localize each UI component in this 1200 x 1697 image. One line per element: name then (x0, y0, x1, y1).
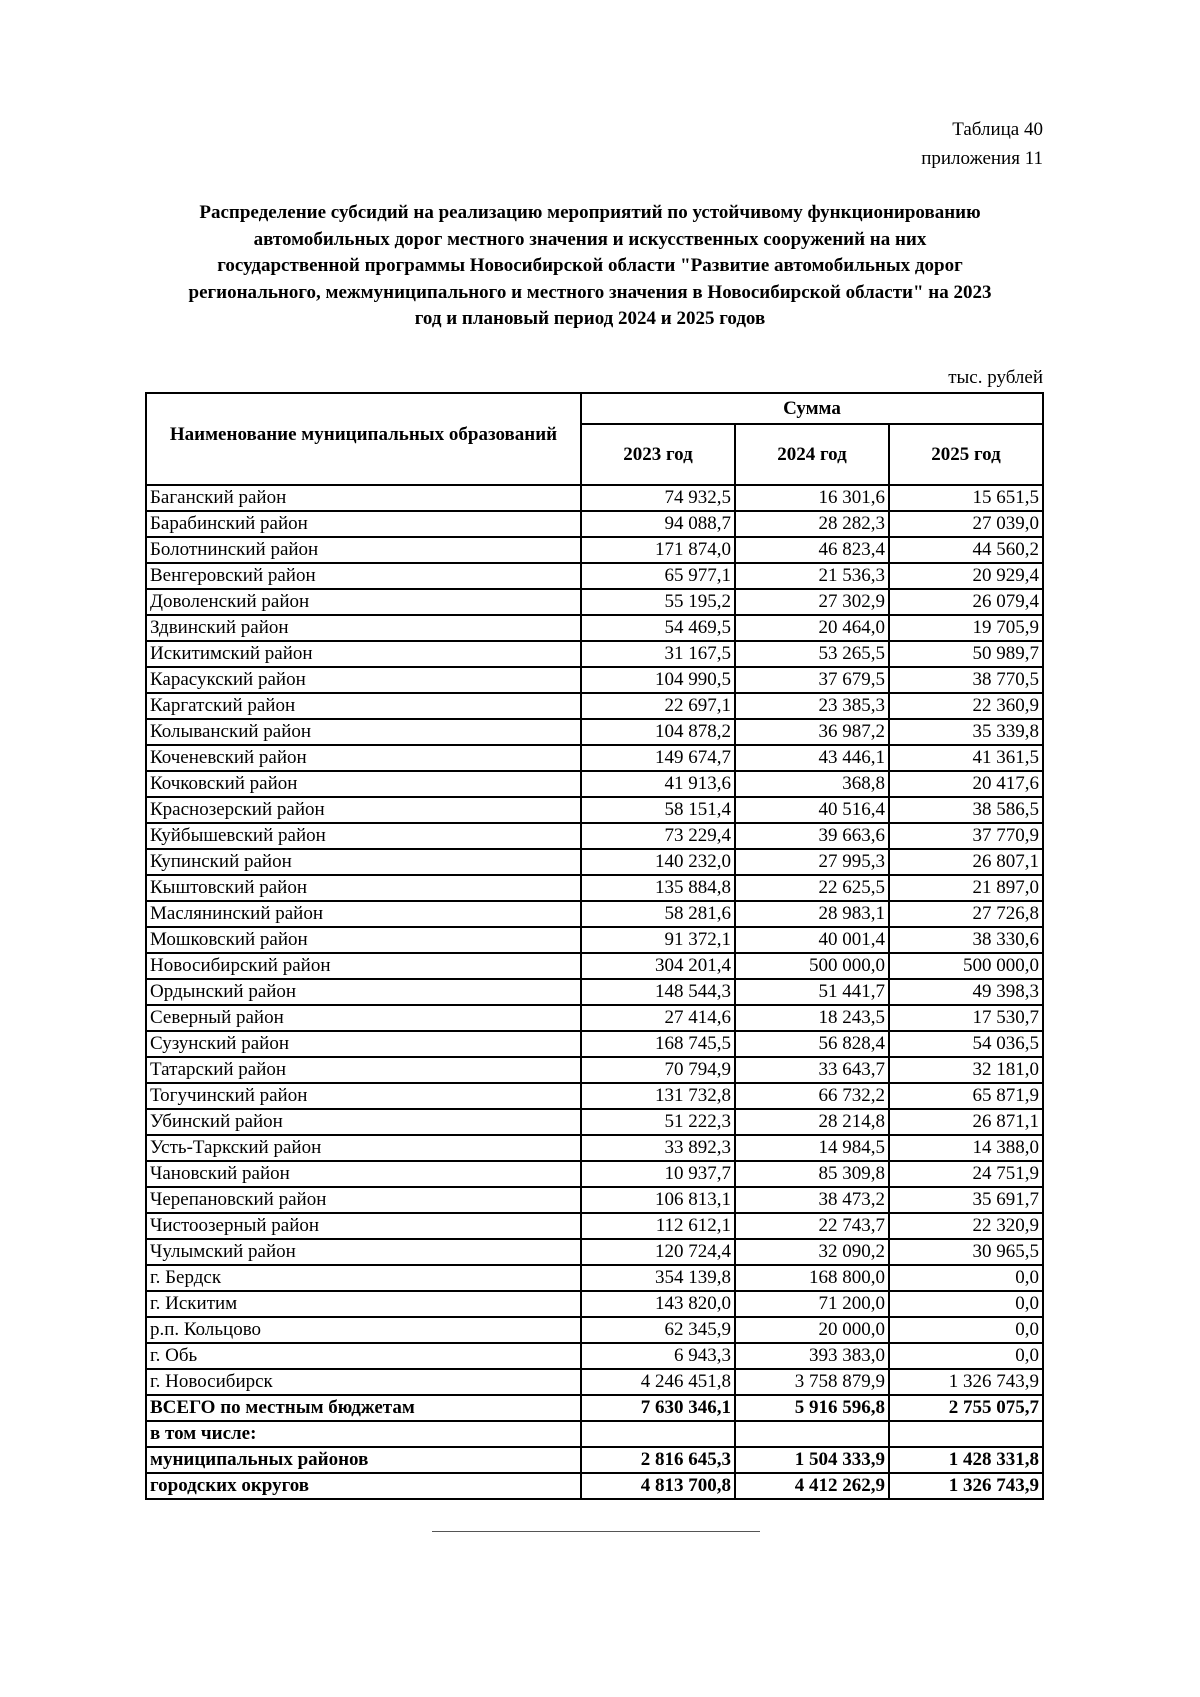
value-2024: 16 301,6 (735, 485, 889, 511)
value-2024: 66 732,2 (735, 1083, 889, 1109)
value-2023: 4 246 451,8 (581, 1369, 735, 1395)
value-2023: 10 937,7 (581, 1161, 735, 1187)
municipality-name: Здвинский район (146, 615, 581, 641)
table-row (146, 667, 1043, 693)
table-row (146, 927, 1043, 953)
including-row (146, 1421, 1043, 1447)
value-2024: 22 625,5 (735, 875, 889, 901)
municipality-name: Сузунский район (146, 1031, 581, 1057)
value-2023: 304 201,4 (581, 953, 735, 979)
municipality-name: Болотнинский район (146, 537, 581, 563)
table-row (146, 1213, 1043, 1239)
value-2023: 112 612,1 (581, 1213, 735, 1239)
value-2023: 58 151,4 (581, 797, 735, 823)
municipality-name: Усть-Таркский район (146, 1135, 581, 1161)
value-2023: 135 884,8 (581, 875, 735, 901)
value-2024: 53 265,5 (735, 641, 889, 667)
municipality-name: г. Искитим (146, 1291, 581, 1317)
value-2025: 65 871,9 (889, 1083, 1043, 1109)
total-row (146, 1395, 1043, 1421)
municipality-name: Кочковский район (146, 771, 581, 797)
value-2023: 120 724,4 (581, 1239, 735, 1265)
value-2025: 17 530,7 (889, 1005, 1043, 1031)
column-header-sum: Сумма (581, 393, 1043, 424)
value-2023: 131 732,8 (581, 1083, 735, 1109)
end-rule (432, 1531, 760, 1532)
table-row (146, 901, 1043, 927)
municipality-name: ВСЕГО по местным бюджетам (146, 1395, 581, 1421)
value-2024: 28 282,3 (735, 511, 889, 537)
municipality-name: Новосибирский район (146, 953, 581, 979)
title-line: год и плановый период 2024 и 2025 годов (414, 308, 766, 329)
table-row (146, 875, 1043, 901)
table-row (146, 797, 1043, 823)
subtotal-row (146, 1447, 1043, 1473)
value-2023: 143 820,0 (581, 1291, 735, 1317)
value-2024: 27 302,9 (735, 589, 889, 615)
empty-cell (581, 1421, 735, 1447)
value-2025: 2 755 075,7 (889, 1395, 1043, 1421)
value-2024: 71 200,0 (735, 1291, 889, 1317)
subtotal-row (146, 1473, 1043, 1499)
municipality-name: Доволенский район (146, 589, 581, 615)
value-2024: 500 000,0 (735, 953, 889, 979)
municipality-name: г. Бердск (146, 1265, 581, 1291)
empty-cell (889, 1421, 1043, 1447)
value-2023: 31 167,5 (581, 641, 735, 667)
value-2023: 55 195,2 (581, 589, 735, 615)
value-2025: 0,0 (889, 1291, 1043, 1317)
table-row (146, 1265, 1043, 1291)
value-2023: 6 943,3 (581, 1343, 735, 1369)
table-row (146, 745, 1043, 771)
table-row (146, 1343, 1043, 1369)
subsidy-table (145, 392, 1044, 1500)
value-2025: 0,0 (889, 1343, 1043, 1369)
value-2024: 40 001,4 (735, 927, 889, 953)
table-row (146, 719, 1043, 745)
value-2024: 368,8 (735, 771, 889, 797)
value-2025: 1 326 743,9 (889, 1473, 1043, 1499)
municipality-name: Чулымский район (146, 1239, 581, 1265)
value-2023: 33 892,3 (581, 1135, 735, 1161)
municipality-name: Краснозерский район (146, 797, 581, 823)
table-body (146, 485, 1043, 1499)
value-2025: 54 036,5 (889, 1031, 1043, 1057)
value-2023: 58 281,6 (581, 901, 735, 927)
value-2024: 39 663,6 (735, 823, 889, 849)
value-2024: 168 800,0 (735, 1265, 889, 1291)
municipality-name: Маслянинский район (146, 901, 581, 927)
value-2024: 3 758 879,9 (735, 1369, 889, 1395)
value-2025: 35 339,8 (889, 719, 1043, 745)
value-2025: 49 398,3 (889, 979, 1043, 1005)
value-2023: 106 813,1 (581, 1187, 735, 1213)
municipality-name: Карасукский район (146, 667, 581, 693)
value-2025: 26 871,1 (889, 1109, 1043, 1135)
title-line: регионального, межмуниципального и местного значения в Новосибирской области" на 2023 (188, 281, 992, 303)
municipality-name: Мошковский район (146, 927, 581, 953)
municipality-name: Чановский район (146, 1161, 581, 1187)
appendix-reference: приложения 11 (921, 148, 1043, 169)
municipality-name: Баганский район (146, 485, 581, 511)
units-label: тыс. рублей (948, 367, 1043, 388)
value-2025: 27 039,0 (889, 511, 1043, 537)
value-2024: 36 987,2 (735, 719, 889, 745)
value-2025: 1 428 331,8 (889, 1447, 1043, 1473)
value-2024: 28 983,1 (735, 901, 889, 927)
column-header-2024: 2024 год (735, 424, 889, 485)
value-2025: 35 691,7 (889, 1187, 1043, 1213)
value-2023: 22 697,1 (581, 693, 735, 719)
value-2023: 94 088,7 (581, 511, 735, 537)
municipality-name: муниципальных районов (146, 1447, 581, 1473)
value-2024: 18 243,5 (735, 1005, 889, 1031)
value-2024: 14 984,5 (735, 1135, 889, 1161)
title-line: автомобильных дорог местного значения и искусственных сооружений на них (253, 228, 927, 250)
value-2025: 1 326 743,9 (889, 1369, 1043, 1395)
empty-cell (735, 1421, 889, 1447)
value-2025: 22 320,9 (889, 1213, 1043, 1239)
municipality-name: г. Новосибирск (146, 1369, 581, 1395)
value-2024: 1 504 333,9 (735, 1447, 889, 1473)
value-2024: 33 643,7 (735, 1057, 889, 1083)
municipality-name: Колыванский район (146, 719, 581, 745)
value-2024: 4 412 262,9 (735, 1473, 889, 1499)
value-2025: 20 417,6 (889, 771, 1043, 797)
value-2023: 27 414,6 (581, 1005, 735, 1031)
value-2024: 56 828,4 (735, 1031, 889, 1057)
table-row (146, 1135, 1043, 1161)
value-2023: 73 229,4 (581, 823, 735, 849)
table-row (146, 1187, 1043, 1213)
title-line: государственной программы Новосибирской области "Развитие автомобильных дорог (217, 255, 963, 276)
including-label: в том числе: (146, 1421, 581, 1447)
value-2024: 20 000,0 (735, 1317, 889, 1343)
value-2023: 168 745,5 (581, 1031, 735, 1057)
municipality-name: Каргатский район (146, 693, 581, 719)
municipality-name: Татарский район (146, 1057, 581, 1083)
value-2024: 23 385,3 (735, 693, 889, 719)
municipality-name: Ордынский район (146, 979, 581, 1005)
municipality-name: Искитимский район (146, 641, 581, 667)
title-line: Распределение субсидий на реализацию мероприятий по устойчивому функционированию (199, 202, 981, 223)
table-row (146, 979, 1043, 1005)
value-2024: 20 464,0 (735, 615, 889, 641)
value-2025: 38 586,5 (889, 797, 1043, 823)
value-2023: 74 932,5 (581, 485, 735, 511)
value-2024: 46 823,4 (735, 537, 889, 563)
value-2025: 38 330,6 (889, 927, 1043, 953)
value-2025: 19 705,9 (889, 615, 1043, 641)
table-row (146, 953, 1043, 979)
value-2024: 43 446,1 (735, 745, 889, 771)
value-2024: 37 679,5 (735, 667, 889, 693)
municipality-name: Коченевский район (146, 745, 581, 771)
value-2025: 24 751,9 (889, 1161, 1043, 1187)
table-row (146, 1057, 1043, 1083)
table-row (146, 1317, 1043, 1343)
value-2023: 354 139,8 (581, 1265, 735, 1291)
value-2023: 140 232,0 (581, 849, 735, 875)
value-2025: 15 651,5 (889, 485, 1043, 511)
value-2024: 51 441,7 (735, 979, 889, 1005)
value-2025: 20 929,4 (889, 563, 1043, 589)
value-2025: 27 726,8 (889, 901, 1043, 927)
table-row (146, 641, 1043, 667)
value-2023: 2 816 645,3 (581, 1447, 735, 1473)
municipality-name: Куйбышевский район (146, 823, 581, 849)
table-row (146, 823, 1043, 849)
value-2025: 22 360,9 (889, 693, 1043, 719)
value-2025: 44 560,2 (889, 537, 1043, 563)
value-2025: 50 989,7 (889, 641, 1043, 667)
value-2023: 41 913,6 (581, 771, 735, 797)
table-row (146, 1239, 1043, 1265)
value-2023: 171 874,0 (581, 537, 735, 563)
table-row (146, 1161, 1043, 1187)
table-row (146, 1031, 1043, 1057)
municipality-name: р.п. Кольцово (146, 1317, 581, 1343)
table-row (146, 1109, 1043, 1135)
value-2023: 51 222,3 (581, 1109, 735, 1135)
value-2025: 26 807,1 (889, 849, 1043, 875)
value-2025: 14 388,0 (889, 1135, 1043, 1161)
table-row (146, 1083, 1043, 1109)
table-row (146, 693, 1043, 719)
value-2024: 27 995,3 (735, 849, 889, 875)
column-header-2025: 2025 год (889, 424, 1043, 485)
value-2025: 32 181,0 (889, 1057, 1043, 1083)
value-2023: 65 977,1 (581, 563, 735, 589)
table-row (146, 615, 1043, 641)
table-row (146, 537, 1043, 563)
municipality-name: г. Обь (146, 1343, 581, 1369)
municipality-name: Черепановский район (146, 1187, 581, 1213)
column-header-2023: 2023 год (581, 424, 735, 485)
value-2023: 4 813 700,8 (581, 1473, 735, 1499)
column-header-municipality: Наименование муниципальных образований (146, 393, 581, 485)
document-title (140, 200, 1040, 333)
value-2024: 40 516,4 (735, 797, 889, 823)
municipality-name: Барабинский район (146, 511, 581, 537)
municipality-name: Венгеровский район (146, 563, 581, 589)
value-2023: 104 990,5 (581, 667, 735, 693)
value-2023: 91 372,1 (581, 927, 735, 953)
value-2024: 32 090,2 (735, 1239, 889, 1265)
table-row (146, 1291, 1043, 1317)
table-row (146, 589, 1043, 615)
value-2025: 0,0 (889, 1317, 1043, 1343)
value-2025: 500 000,0 (889, 953, 1043, 979)
value-2023: 62 345,9 (581, 1317, 735, 1343)
value-2023: 149 674,7 (581, 745, 735, 771)
value-2023: 7 630 346,1 (581, 1395, 735, 1421)
table-row (146, 563, 1043, 589)
value-2025: 26 079,4 (889, 589, 1043, 615)
municipality-name: Северный район (146, 1005, 581, 1031)
municipality-name: Убинский район (146, 1109, 581, 1135)
municipality-name: Купинский район (146, 849, 581, 875)
value-2025: 30 965,5 (889, 1239, 1043, 1265)
table-row (146, 1005, 1043, 1031)
value-2023: 54 469,5 (581, 615, 735, 641)
table-row (146, 511, 1043, 537)
value-2024: 21 536,3 (735, 563, 889, 589)
table-row (146, 771, 1043, 797)
value-2024: 38 473,2 (735, 1187, 889, 1213)
value-2024: 85 309,8 (735, 1161, 889, 1187)
table-row (146, 849, 1043, 875)
value-2024: 22 743,7 (735, 1213, 889, 1239)
municipality-name: Чистоозерный район (146, 1213, 581, 1239)
value-2025: 38 770,5 (889, 667, 1043, 693)
value-2023: 148 544,3 (581, 979, 735, 1005)
table-row (146, 1369, 1043, 1395)
value-2025: 0,0 (889, 1265, 1043, 1291)
municipality-name: Кыштовский район (146, 875, 581, 901)
value-2025: 37 770,9 (889, 823, 1043, 849)
municipality-name: Тогучинский район (146, 1083, 581, 1109)
value-2025: 21 897,0 (889, 875, 1043, 901)
value-2023: 104 878,2 (581, 719, 735, 745)
value-2023: 70 794,9 (581, 1057, 735, 1083)
value-2024: 28 214,8 (735, 1109, 889, 1135)
table-row (146, 485, 1043, 511)
value-2024: 393 383,0 (735, 1343, 889, 1369)
value-2024: 5 916 596,8 (735, 1395, 889, 1421)
value-2025: 41 361,5 (889, 745, 1043, 771)
municipality-name: городских округов (146, 1473, 581, 1499)
table-number: Таблица 40 (952, 119, 1043, 140)
